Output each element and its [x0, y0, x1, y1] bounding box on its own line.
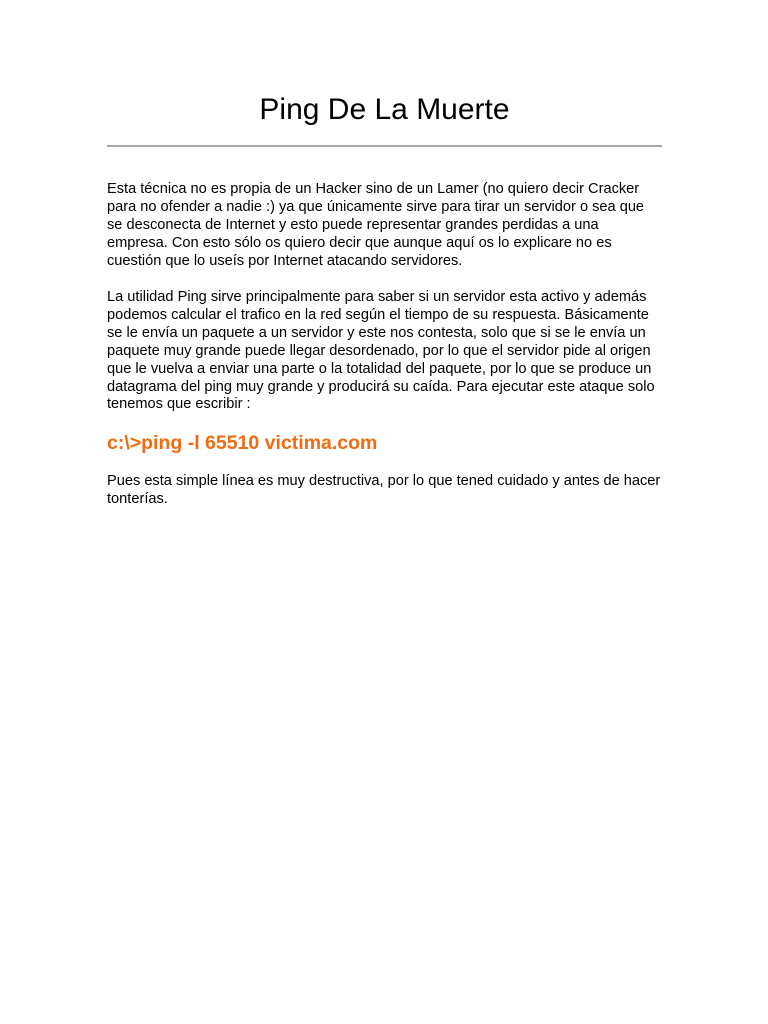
page-title: Ping De La Muerte	[259, 93, 510, 126]
paragraph-explanation: La utilidad Ping sirve principalmente para saber si un servidor esta activo y además podemos calcular el trafico en la red según el tiempo de su respuesta. Básicamente se le envía un paquete a un servidor y este nos contesta, solo que si se le envía un paquete muy grande puede llegar desordenado, por lo que el servidor pide al origen que le vuelva a enviar una parte o la totalidad del paquete, por lo que se produce un datagrama del ping muy grande y producirá su caída. Para ejecutar este ataque solo tenemos que escribir :	[107, 289, 655, 413]
title-divider	[107, 145, 662, 147]
paragraph-closing: Pues esta simple línea es muy destructiva, por lo que tened cuidado y antes de hacer tonterías.	[107, 473, 661, 507]
command-line: c:\>ping -l 65510 victima.com	[107, 432, 378, 454]
paragraph-intro: Esta técnica no es propia de un Hacker sino de un Lamer (no quiero decir Cracker para no ofender a nadie :) ya que únicamente sirve para tirar un servidor o sea que se desconecta de Internet y esto puede representar grandes perdidas a una empresa. Con esto sólo os quiero decir que aunque aquí os lo explicare no es cuestión que lo useís por Internet atacando servidores.	[107, 181, 645, 269]
